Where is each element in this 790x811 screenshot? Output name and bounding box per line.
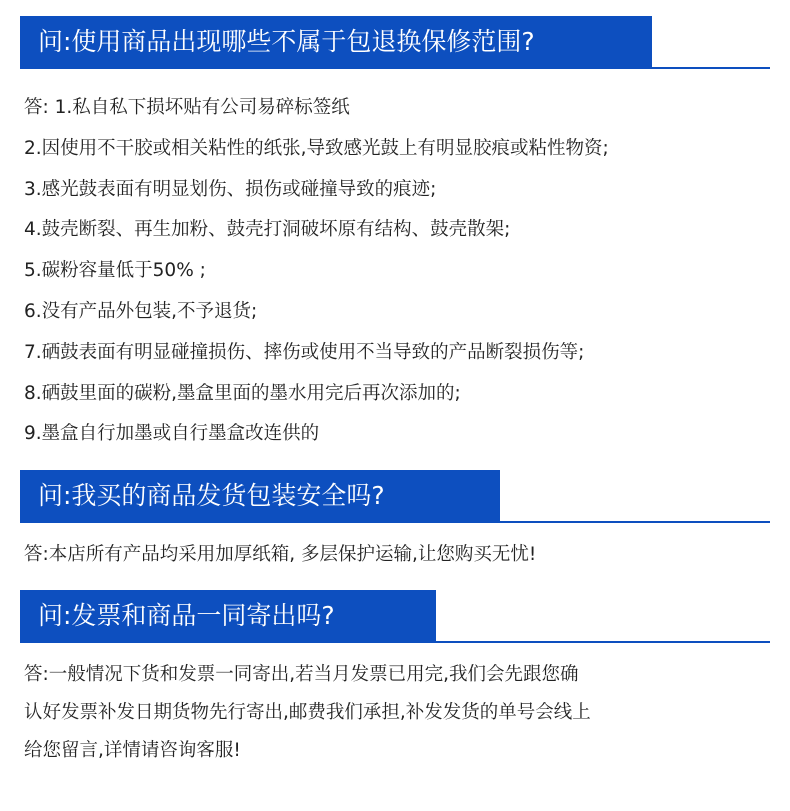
question-2-text: 问:我买的商品发货包装安全吗? [38, 481, 385, 510]
question-3-text: 问:发票和商品一同寄出吗? [38, 601, 335, 630]
answer-line: 9.墨盒自行加墨或自行墨盒改连供的 [24, 423, 320, 445]
question-banner-3 [20, 590, 436, 642]
question-1-text: 问:使用商品出现哪些不属于包退换保修范围? [38, 27, 535, 56]
question-banner-1 [20, 16, 652, 68]
answer-line: 5.碳粉容量低于50% ; [24, 260, 206, 282]
answer-line: 认好发票补发日期货物先行寄出,邮费我们承担,补发发货的单号会线上 [24, 702, 591, 723]
answer-1 [24, 88, 609, 455]
answer-line: 7.硒鼓表面有明显碰撞损伤、摔伤或使用不当导致的产品断裂损伤等; [24, 341, 585, 363]
answer-line: 8.硒鼓里面的碳粉,墨盒里面的墨水用完后再次添加的; [24, 382, 461, 404]
question-banner-2 [20, 470, 500, 522]
section-divider-2 [20, 521, 770, 523]
answer-line: 答:本店所有产品均采用加厚纸箱, 多层保护运输,让您购买无忧! [24, 544, 537, 565]
answer-2 [24, 537, 536, 573]
section-divider-3 [20, 641, 770, 643]
answer-line: 答: 1.私自私下损坏贴有公司易碎标签纸 [24, 97, 350, 118]
section-divider-1 [20, 67, 770, 69]
answer-line: 2.因使用不干胶或相关粘性的纸张,导致感光鼓上有明显胶痕或粘性物资; [24, 137, 609, 159]
answer-line: 给您留言,详情请咨询客服! [24, 740, 241, 761]
answer-line: 6.没有产品外包装,不予退货; [24, 300, 258, 322]
answer-line: 3.感光鼓表面有明显划伤、损伤或碰撞导致的痕迹; [24, 178, 437, 200]
answer-line: 答:一般情况下货和发票一同寄出,若当月发票已用完,我们会先跟您确 [24, 664, 579, 685]
answer-line: 4.鼓壳断裂、再生加粉、鼓壳打洞破坏原有结构、鼓壳散架; [24, 219, 511, 241]
answer-3 [24, 656, 591, 770]
